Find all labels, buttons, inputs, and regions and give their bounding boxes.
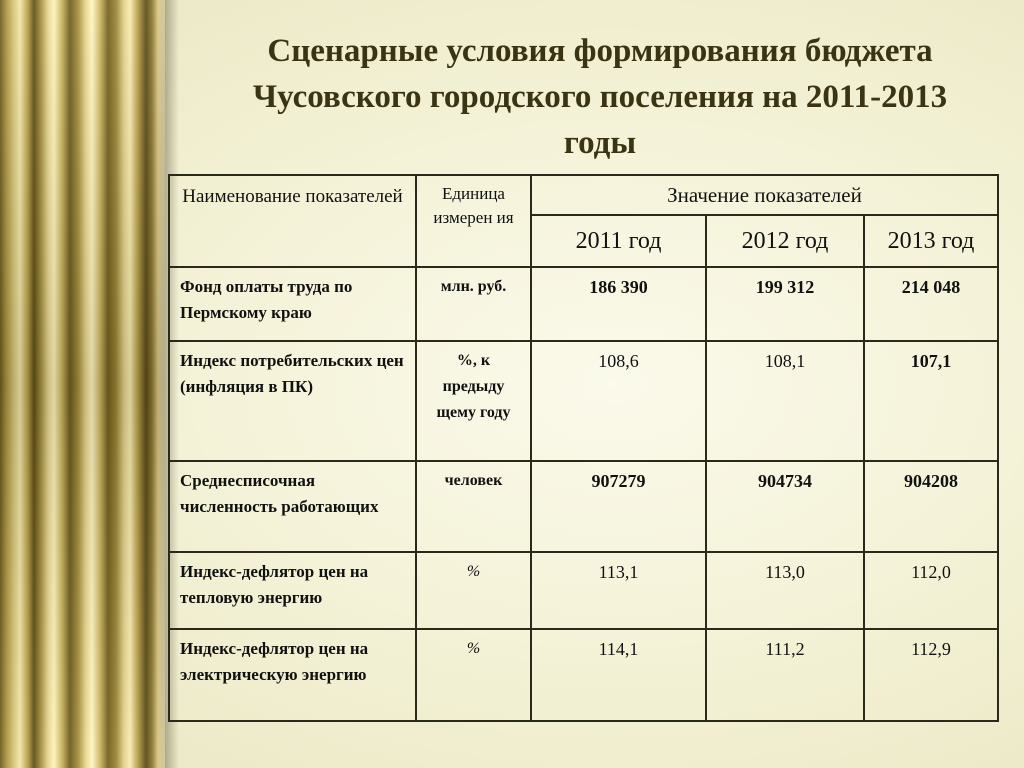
value-2011: 114,1 [531, 629, 706, 721]
header-year-2012: 2012 год [706, 215, 864, 267]
table-row [169, 461, 998, 552]
table-row [169, 629, 998, 721]
row-name: Индекс-дефлятор цен на тепловую энергию [169, 552, 416, 629]
value-2011: 108,6 [531, 341, 706, 461]
row-name: Среднесписочная численность работающих [169, 461, 416, 552]
value-2011: 113,1 [531, 552, 706, 629]
title-line: Сценарные условия формирования бюджета [267, 33, 933, 69]
value-2013: 107,1 [864, 341, 998, 461]
value-2012: 108,1 [706, 341, 864, 461]
table-row [169, 341, 998, 461]
row-name: Фонд оплаты труда по Пермскому краю [169, 267, 416, 341]
decorative-column [0, 0, 165, 768]
title-line: годы [563, 125, 637, 161]
value-2012: 199 312 [706, 267, 864, 341]
value-2012: 904734 [706, 461, 864, 552]
header-name: Наименование показателей [169, 175, 416, 267]
value-2013: 904208 [864, 461, 998, 552]
value-2012: 111,2 [706, 629, 864, 721]
row-unit: %, к предыду щему году [416, 341, 531, 461]
row-name: Индекс потребительских цен (инфляция в ПК) [169, 341, 416, 461]
value-2013: 112,0 [864, 552, 998, 629]
row-unit: % [416, 552, 531, 629]
header-values: Значение показателей [531, 175, 998, 215]
header-year-2011: 2011 год [531, 215, 706, 267]
header-unit: Единица измерен ия [416, 175, 531, 267]
title-line: Чусовского городского поселения на 2011-2013 [252, 79, 948, 115]
row-unit: % [416, 629, 531, 721]
value-2013: 214 048 [864, 267, 998, 341]
value-2013: 112,9 [864, 629, 998, 721]
row-name: Индекс-дефлятор цен на электрическую энергию [169, 629, 416, 721]
table-row [169, 552, 998, 629]
header-row [169, 175, 998, 215]
value-2012: 113,0 [706, 552, 864, 629]
header-year-2013: 2013 год [864, 215, 998, 267]
slide-title [190, 28, 1010, 166]
budget-table [168, 174, 999, 722]
row-unit: человек [416, 461, 531, 552]
table-row [169, 267, 998, 341]
value-2011: 907279 [531, 461, 706, 552]
value-2011: 186 390 [531, 267, 706, 341]
row-unit: млн. руб. [416, 267, 531, 341]
